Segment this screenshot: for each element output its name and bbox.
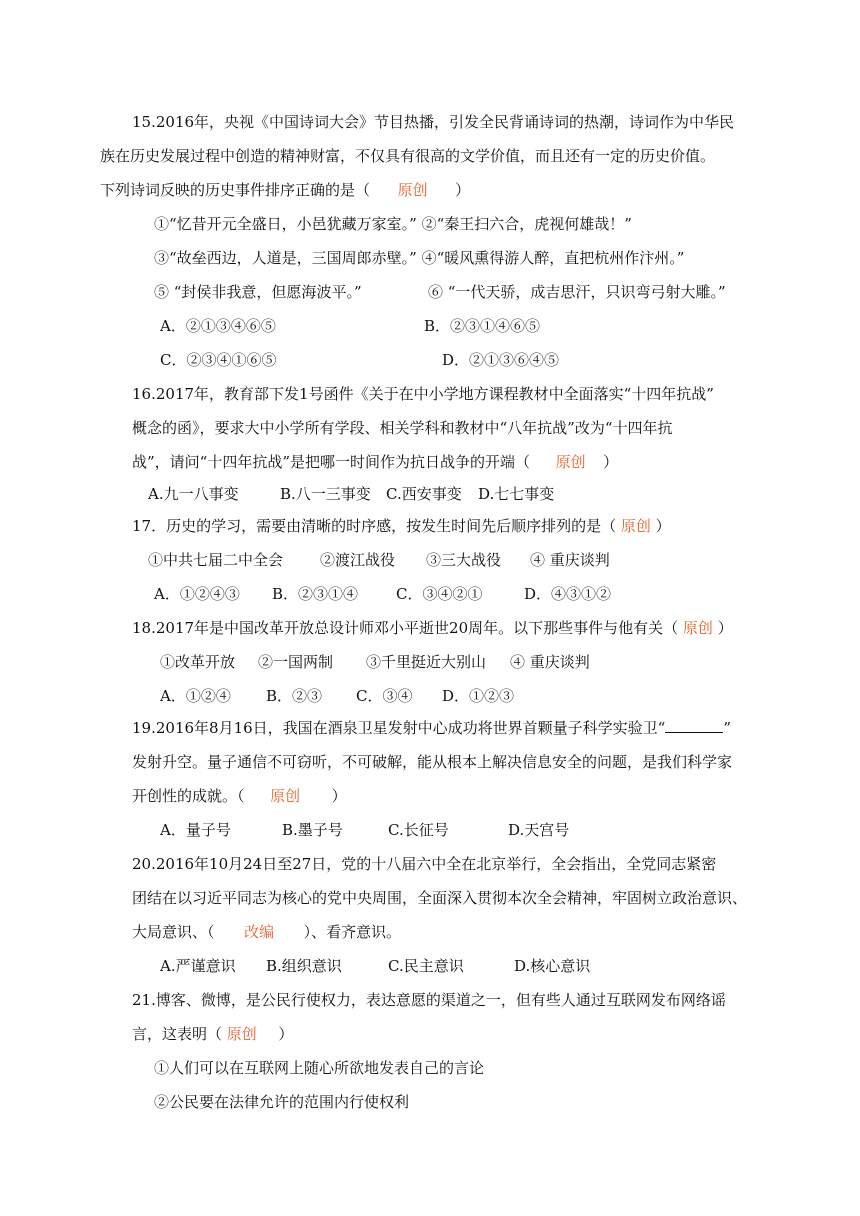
q15-item-6: ⑥ “一代天骄，成吉思汗，只识弯弓射大雕。” <box>428 283 726 301</box>
q15-original-tag: 原创 <box>397 181 428 199</box>
q19-stem-end: 开创性的成就。（ <box>132 787 245 805</box>
q19-option-d: D.天宫号 <box>508 821 570 839</box>
q17-option-b: B．②③①④ <box>272 585 359 603</box>
q18-item-4: ④ 重庆谈判 <box>510 653 590 671</box>
q17-stem-end: 17．历史的学习，需要由清晰的时序感，按发生时间先后顺序排列的是（ <box>132 517 617 535</box>
q15-option-b: B．②③①④⑥⑤ <box>424 317 541 335</box>
q18-option-a: A．①②④ <box>160 687 231 705</box>
q20-stem-close: ）、看齐意识。 <box>303 923 402 941</box>
q18-original-tag: 原创 <box>682 619 713 637</box>
q16-stem-end: 战”，请问“十四年抗战”是把哪一时间作为抗日战争的开端（ <box>132 453 531 471</box>
q20-adapted-tag: 改编 <box>244 923 275 941</box>
q15-option-a: A．②①③④⑥⑤ <box>160 317 276 335</box>
q19-stem-close: ） <box>331 787 347 805</box>
q20-option-b: B.组织意识 <box>266 957 342 975</box>
q17-option-a: A．①②④③ <box>154 585 240 603</box>
q18-stem <box>132 618 733 638</box>
q15-stem-line-3 <box>100 180 470 200</box>
q19-original-tag: 原创 <box>270 787 301 805</box>
q21-stem-close: ） <box>278 1025 294 1043</box>
q15-item-5: ⑤ “封侯非我意，但愿海波平。” <box>154 283 362 301</box>
q17-stem-close: ） <box>655 517 671 535</box>
q19-option-b: B.墨子号 <box>282 821 343 839</box>
q19-stem-line-2: 发射升空。量子通信不可窃听，不可破解，能从根本上解决信息安全的问题，是我们科学家 <box>132 753 733 771</box>
q16-option-d: D.七七事变 <box>478 485 555 503</box>
q15-item-line-2: ③“故垒西边，人道是，三国周郎赤壁。” ④“暖风熏得游人醉，直把杭州作汴州。” <box>154 249 685 267</box>
q17-option-d: D．④③①② <box>524 585 612 603</box>
q20-stem-end: 大局意识、（ <box>132 923 215 941</box>
q17-item-1: ①中共七届二中全会 <box>148 551 284 569</box>
q15-option-d: D．②①③⑥④⑤ <box>442 351 560 369</box>
q17-item-4: ④ 重庆谈判 <box>530 551 610 569</box>
q18-option-d: D．①②③ <box>442 687 515 705</box>
q17-item-2: ②渡江战役 <box>320 551 396 569</box>
q21-stem-line-1: 21.博客、微博，是公民行使权力，表达意愿的渠道之一，但有些人通过互联网发布网络谣 <box>132 991 726 1009</box>
q19-option-a: A．量子号 <box>160 821 231 839</box>
q15-stem-line-1: 15.2016年，央视《中国诗词大会》节目热播，引发全民背诵诗词的热潮，诗词作为中华民 <box>132 113 735 131</box>
q17-original-tag: 原创 <box>620 517 651 535</box>
q17-item-3: ③三大战役 <box>426 551 502 569</box>
q19-option-c: C.长征号 <box>388 821 449 839</box>
q15-stem-close: ） <box>455 181 471 199</box>
q18-stem-close: ） <box>717 619 733 637</box>
q21-item-2: ②公民要在法律允许的范围内行使权利 <box>154 1093 410 1111</box>
q15-item-line-1: ①“忆昔开元全盛日，小邑犹藏万家室。” ②“秦王扫六合，虎视何雄哉！” <box>154 215 632 233</box>
q16-option-a: A.九一八事变 <box>148 485 239 503</box>
q16-option-b: B.八一三事变 <box>280 485 371 503</box>
q16-stem-line-3 <box>132 452 618 472</box>
q21-item-1: ①人们可以在互联网上随心所欲地发表自己的言论 <box>154 1059 485 1077</box>
q16-stem-close: ） <box>603 453 619 471</box>
q20-option-c: C.民主意识 <box>388 957 464 975</box>
q16-option-c: C.西安事变 <box>386 485 462 503</box>
q19-stem-quote-close: ” <box>723 719 732 737</box>
q16-stem-line-2: 概念的函》，要求大中小学所有学段、相关学科和教材中“八年抗战”改为“十四年抗 <box>132 419 673 437</box>
q20-option-a: A.严谨意识 <box>160 957 236 975</box>
q17-option-c: C．③④②① <box>396 585 483 603</box>
q18-item-2: ②一国两制 <box>258 653 334 671</box>
q15-option-c: C．②③④①⑥⑤ <box>160 351 277 369</box>
q20-stem-line-3 <box>132 922 401 942</box>
q20-option-d: D.核心意识 <box>514 957 591 975</box>
q17-stem <box>132 516 671 536</box>
q19-answer-blank <box>665 718 723 733</box>
q21-original-tag: 原创 <box>226 1025 257 1043</box>
q19-stem-line-3 <box>132 786 347 806</box>
q19-stem-start: 19.2016年8月16日，我国在酒泉卫星发射中心成功将世界首颗量子科学实验卫“ <box>132 719 666 737</box>
q18-stem-end: 18.2017年是中国改革开放总设计师邓小平逝世20周年。以下那些事件与他有关（ <box>132 619 679 637</box>
q21-stem-line-2 <box>132 1024 293 1044</box>
q20-stem-line-2: 团结在以习近平同志为核心的党中央周围，全面深入贯彻本次全会精神，牢固树立政治意识、 <box>132 889 748 907</box>
q21-stem-end: 言，这表明（ <box>132 1025 223 1043</box>
q16-stem-line-1: 16.2017年，教育部下发1号函件《关于在中小学地方课程教材中全面落实“十四年抗战” <box>132 385 714 403</box>
q18-option-b: B．②③ <box>266 687 323 705</box>
q20-stem-line-1: 20.2016年10月24日至27日，党的十八届六中全在北京举行，全会指出，全党同志紧密 <box>132 855 717 873</box>
q15-stem-end: 下列诗词反映的历史事件排序正确的是（ <box>100 181 371 199</box>
q15-stem-line-2: 族在历史发展过程中创造的精神财富，不仅具有很高的文学价值，而且还有一定的历史价值。 <box>100 147 716 165</box>
q18-item-1: ①改革开放 <box>160 653 236 671</box>
q19-stem-line-1 <box>132 718 731 738</box>
q18-item-3: ③千里挺近大别山 <box>366 653 487 671</box>
q18-option-c: C．③④ <box>356 687 413 705</box>
q16-original-tag: 原创 <box>555 453 586 471</box>
